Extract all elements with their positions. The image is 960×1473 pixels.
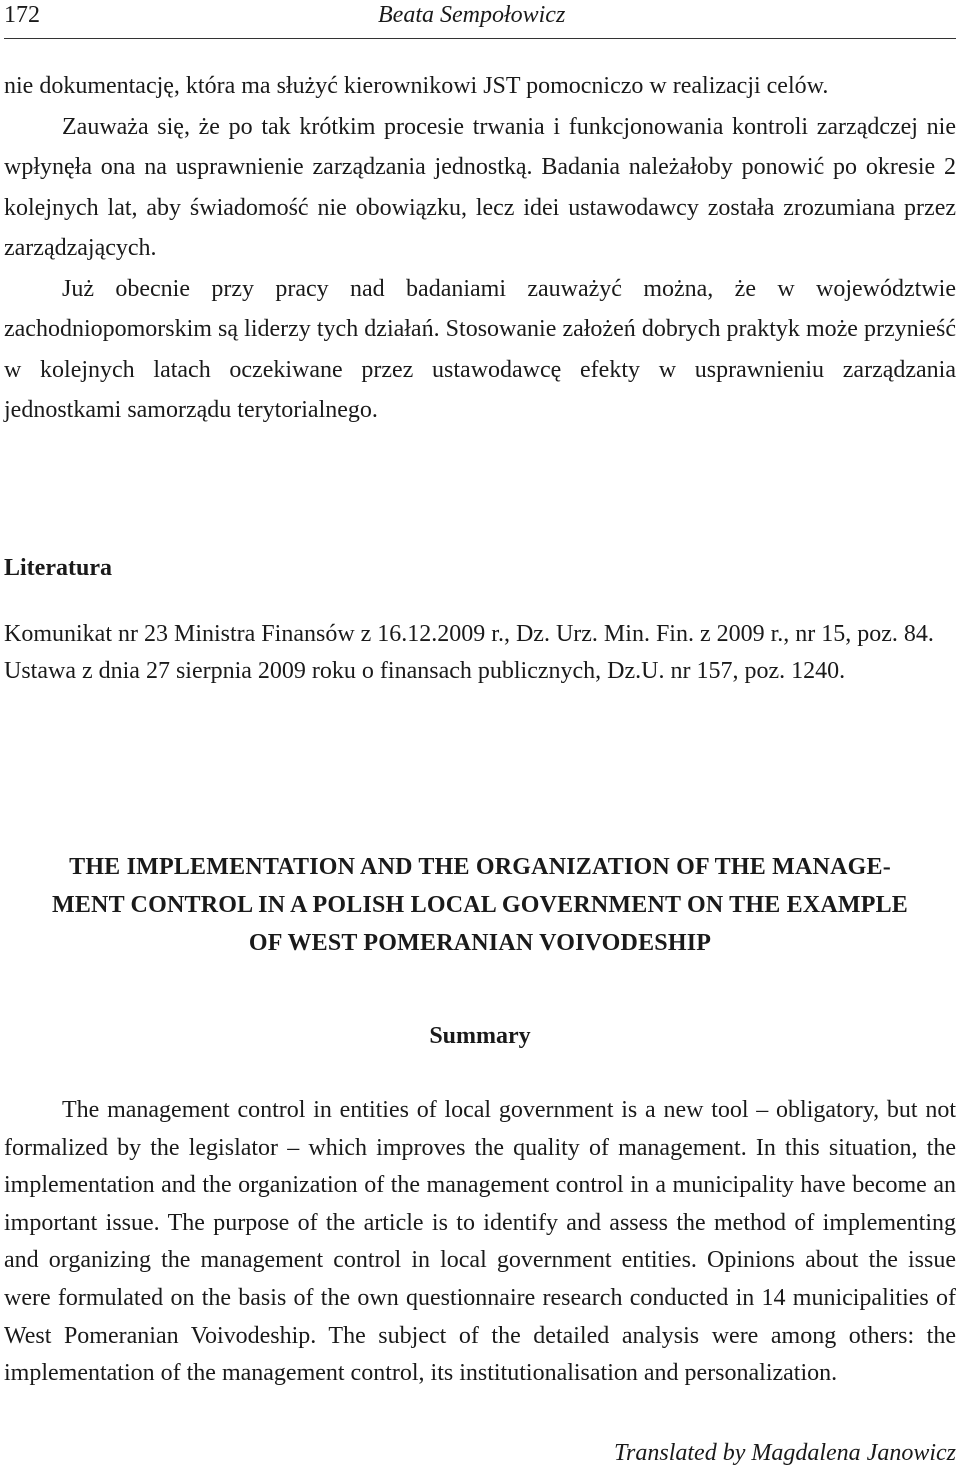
body-paragraph: Już obecnie przy pracy nad badaniami zauważyć można, że w województwie zachodniopomorskim są liderzy tych działań. Stosowanie założeń dobrych praktyk może przynieść w kolejnych latach oczekiwane przez ustawodawcę efekty w usprawnieniu zarządzania jednostkami samorządu terytorialnego.	[4, 275, 956, 423]
running-head-author: Beata Sempołowicz	[378, 2, 566, 28]
translator-credit: Translated by Magdalena Janowicz	[614, 1440, 956, 1466]
reference-list	[4, 616, 956, 690]
literature-heading: Literatura	[4, 555, 112, 581]
reference-item: Komunikat nr 23 Ministra Finansów z 16.12.2009 r., Dz. Urz. Min. Fin. z 2009 r., nr 15, poz. 84.	[4, 621, 934, 647]
body-paragraph: nie dokumentację, która ma służyć kierownikowi JST pomocniczo w realizacji celów.	[4, 73, 829, 99]
reference-item: Ustawa z dnia 27 sierpnia 2009 roku o finansach publicznych, Dz.U. nr 157, poz. 1240.	[4, 658, 846, 684]
summary-text	[4, 1092, 956, 1393]
body-paragraph: Zauważa się, że po tak krótkim procesie trwania i funkcjonowania kontroli zarządczej nie wpłynęła ona na usprawnienie zarządzania jednostką. Badania należałoby ponowić po okresie 2 kolejnych lat, aby świadomość nie obowiązku, lecz idei ustawodawcy została zrozumiana przez zarządzających.	[4, 113, 956, 261]
article-title-line: MENT CONTROL IN A POLISH LOCAL GOVERNMENT ON THE EXAMPLE	[51, 892, 909, 918]
article-title-line: OF WEST POMERANIAN VOIVODESHIP	[248, 930, 712, 956]
summary-paragraph: The management control in entities of local government is a new tool – obligatory, but not formalized by the legislator – which improves the quality of management. In this situation, the implementation and the organization of the management control in a municipality have become an important issue. The purpose of the article is to identify and assess the method of implementing and organizing the management control in local government entities. Opinions about the issue were formulated on the basis of the own questionnaire research conducted in 14 municipalities of West Pomeranian Voivodeship. The subject of the detailed analysis were among others: the implementation of the management control, its institutionalisation and personalization.	[4, 1097, 956, 1387]
article-title-line: THE IMPLEMENTATION AND THE ORGANIZATION OF THE MANAGE-	[69, 854, 891, 880]
article-title	[4, 848, 956, 962]
summary-heading: Summary	[429, 1023, 531, 1049]
page-header	[4, 0, 958, 30]
body-text	[4, 66, 956, 431]
header-rule	[4, 38, 956, 39]
page-number: 172	[4, 2, 40, 28]
